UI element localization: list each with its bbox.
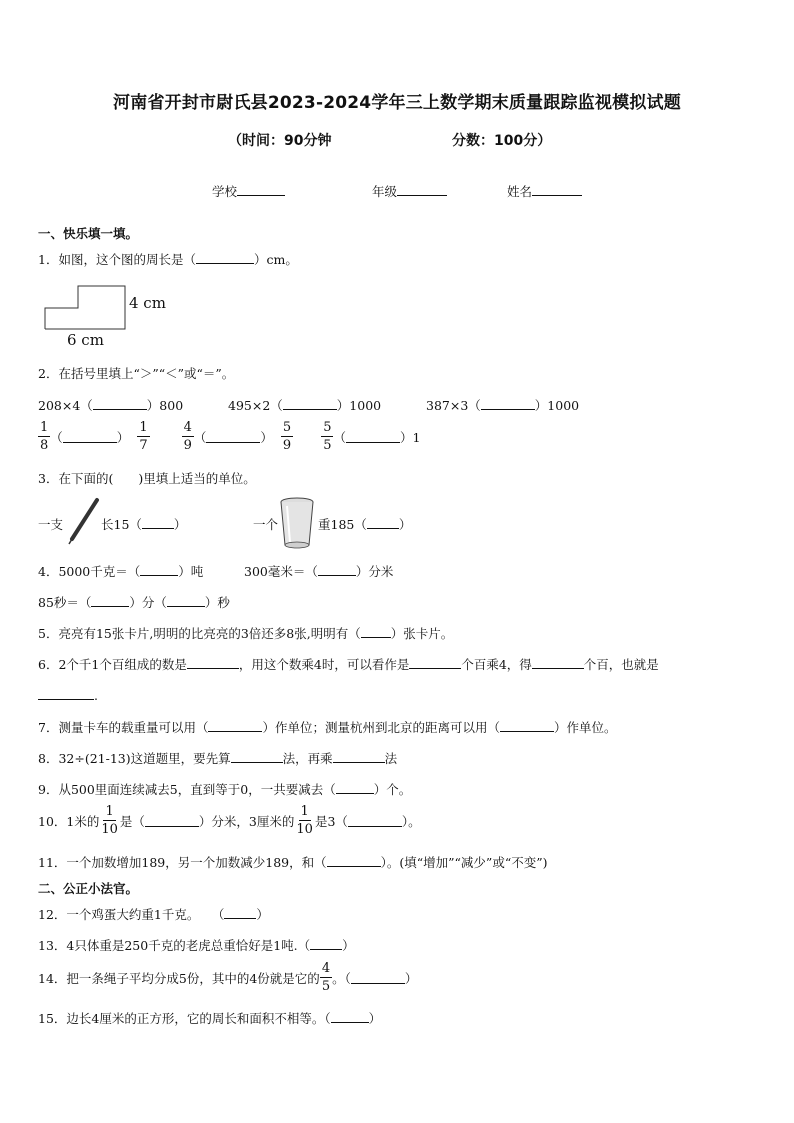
q1-height-label: 4 cm [129, 294, 166, 312]
numerator: 5 [323, 420, 332, 435]
denominator: 8 [40, 438, 49, 453]
question-8 [38, 749, 397, 767]
q2-blank[interactable] [63, 431, 117, 443]
q13-text: 13．4只体重是250千克的老虎总重恰好是1吨.（ [38, 938, 311, 953]
question-2: 2．在括号里填上“＞”“＜”或“＝”。 [38, 366, 235, 381]
grade-label: 年级 [372, 184, 398, 199]
q2-row1-item3 [426, 396, 579, 414]
exam-time: （时间：90分钟 [228, 133, 332, 149]
q4-text: ）分（ [129, 595, 167, 610]
question-1 [38, 250, 298, 268]
question-7 [38, 718, 617, 736]
q9-text: ）个。 [373, 782, 412, 797]
question-12 [38, 905, 269, 923]
q5-blank[interactable] [361, 626, 391, 638]
paren-open: （ [333, 429, 346, 445]
school-label: 学校 [212, 184, 238, 199]
q2-row1-item2 [228, 396, 381, 414]
question-15 [38, 1009, 381, 1027]
q2-blank[interactable] [283, 398, 337, 410]
q10-text: 是3（ [314, 813, 348, 829]
fraction [99, 805, 120, 836]
q5-text: 5．亮亮有15张卡片,明明的比亮亮的3倍还多8张,明明有（ [38, 626, 361, 641]
paren-open: （ [193, 429, 207, 445]
q6-text: 6．2个千1个百组成的数是 [38, 657, 187, 672]
paren-open: （ [50, 429, 63, 445]
question-11 [38, 853, 547, 871]
school-field [212, 182, 285, 200]
q1-shape-outline [45, 286, 125, 329]
q12-text: 12．一个鸡蛋大约重1千克。 （ [38, 907, 225, 922]
denominator: 9 [282, 438, 292, 453]
q5-text: ）张卡片。 [390, 626, 454, 641]
q4-text: ）吨 [178, 564, 204, 579]
fraction [321, 421, 333, 452]
q2-blank[interactable] [206, 431, 260, 443]
numerator: 4 [321, 961, 331, 976]
q1-text: 1．如图，这个图的周长是（ [38, 252, 196, 267]
fraction [182, 421, 194, 452]
q2-expr: 495×2（ [228, 398, 283, 413]
question-4 [38, 562, 203, 580]
q14-text: ） [404, 970, 418, 986]
q11-text: ）。(填“增加”“减少”或“不变”) [380, 855, 548, 870]
denominator: 5 [321, 979, 331, 994]
question-10 [38, 805, 421, 836]
q4-text: 85秒＝（ [38, 595, 92, 610]
q3-pen-item [101, 515, 186, 533]
fraction [294, 805, 315, 836]
grade-field [372, 182, 447, 200]
q6-blank[interactable] [409, 657, 461, 669]
page-title: 河南省开封市尉氏县2023-2024学年三上数学期末质量跟踪监视模拟试题 [113, 93, 681, 113]
q3-cup-item [318, 515, 411, 533]
q6-blank[interactable] [532, 657, 584, 669]
q10-blank[interactable] [348, 815, 402, 827]
numerator: 1 [300, 804, 309, 819]
q8-text: 法，再乘 [282, 751, 333, 766]
q4-blank[interactable] [140, 564, 178, 576]
name-blank[interactable] [532, 183, 582, 196]
exam-score: 分数：100分） [452, 133, 552, 149]
q3-pen-pre: 一支 [38, 517, 64, 532]
q8-blank[interactable] [333, 751, 385, 763]
q9-text: 9．从500里面连续减去5，直到等于0，一共要减去（ [38, 782, 336, 797]
q3-pen-blank[interactable] [142, 517, 174, 529]
q1-text-end: ）cm。 [253, 252, 298, 267]
denominator: 7 [139, 438, 148, 453]
fraction [38, 421, 50, 452]
question-3: 3．在下面的( )里填上适当的单位。 [38, 471, 256, 486]
paren-close: ） [116, 429, 130, 445]
cup-icon [278, 496, 318, 552]
q2-blank[interactable] [93, 398, 147, 410]
numerator: 1 [105, 804, 114, 819]
q15-text: 15．边长4厘米的正方形，它的周长和面积不相等。（ [38, 1011, 331, 1026]
section-2-title: 二、公正小法官。 [38, 881, 139, 896]
q9-blank[interactable] [336, 782, 374, 794]
q7-blank[interactable] [500, 720, 554, 732]
q4-blank[interactable] [91, 595, 129, 607]
q13-blank[interactable] [310, 938, 342, 950]
question-14 [38, 962, 417, 993]
q2-blank[interactable] [346, 431, 400, 443]
q6-continued [38, 688, 98, 703]
q2-row1-item1 [38, 396, 183, 414]
q2-expr-right: ）1000 [336, 398, 382, 413]
pen-icon [64, 497, 104, 547]
paren-close: ） [260, 429, 273, 445]
q14-text: 14．把一条绳子平均分成5份，其中的4份就是它的 [38, 970, 320, 986]
q7-text: ）作单位。 [553, 720, 617, 735]
q4-text: ）分米 [355, 564, 394, 579]
q8-text: 法 [384, 751, 398, 766]
q2-expr: 387×3（ [426, 398, 481, 413]
q7-text: 7．测量卡车的载重量可以用（ [38, 720, 209, 735]
numerator: 4 [183, 420, 192, 435]
q10-text: 10．1米的 [38, 813, 100, 829]
paren-close: ）1 [399, 429, 421, 445]
q4-blank[interactable] [167, 595, 205, 607]
q7-text: ）作单位；测量杭州到北京的距离可以用（ [262, 720, 500, 735]
q3-pen-text: 长15（ [101, 517, 142, 532]
denominator: 9 [183, 438, 192, 453]
q4-part-b [244, 562, 393, 580]
q1-figure [40, 280, 180, 350]
q15-blank[interactable] [331, 1011, 369, 1023]
numerator: 1 [139, 420, 148, 435]
q14-blank[interactable] [351, 972, 405, 984]
school-blank[interactable] [237, 183, 285, 196]
paren-close: ） [398, 517, 412, 532]
denominator: 5 [323, 438, 332, 453]
fraction [320, 962, 332, 993]
q10-text: ）。 [401, 813, 421, 829]
q3-cup-text: 重185（ [318, 517, 367, 532]
name-field [507, 182, 582, 200]
q2-row2 [38, 421, 420, 452]
q6-text: . [94, 688, 98, 703]
q3-cup-blank[interactable] [367, 517, 399, 529]
q2-expr-right: ）1000 [534, 398, 580, 413]
q4-text: 4．5000千克＝（ [38, 564, 141, 579]
q6-text: 个百，也就是 [583, 657, 659, 672]
q3-cup-pre: 一个 [253, 517, 279, 532]
q2-expr: 208×4（ [38, 398, 93, 413]
q8-text: 8．32÷(21-13)这道题里，要先算 [38, 751, 231, 766]
q10-text: ）分米，3厘米的 [198, 813, 295, 829]
fraction [281, 421, 293, 452]
q1-blank[interactable] [196, 252, 254, 264]
numerator: 1 [40, 420, 49, 435]
q11-blank[interactable] [327, 855, 381, 867]
q6-text: ，用这个数乘4时，可以看作是 [238, 657, 410, 672]
paren-close: ） [173, 517, 187, 532]
section-1-title: 一、快乐填一填。 [38, 226, 139, 241]
q6-blank[interactable] [38, 688, 94, 700]
q2-blank[interactable] [481, 398, 535, 410]
q12-text: ） [256, 907, 269, 922]
q12-blank[interactable] [224, 907, 256, 919]
q4-text: 300毫米＝（ [244, 564, 318, 579]
q7-blank[interactable] [208, 720, 262, 732]
q4-text: ）秒 [204, 595, 230, 610]
q11-text: 11．一个加数增加189，另一个加数减少189，和（ [38, 855, 327, 870]
q10-text: 是（ [119, 813, 145, 829]
q4-part-c [38, 593, 230, 611]
question-6 [38, 655, 659, 673]
q6-text: 个百乘4，得 [461, 657, 532, 672]
q15-text: ） [368, 1011, 382, 1026]
q6-blank[interactable] [187, 657, 239, 669]
denominator: 10 [296, 822, 313, 837]
denominator: 10 [101, 822, 118, 837]
q4-blank[interactable] [318, 564, 356, 576]
numerator: 5 [282, 420, 292, 435]
name-label: 姓名 [507, 184, 533, 199]
q13-text: ） [342, 938, 355, 953]
q2-expr-right: ）800 [146, 398, 184, 413]
grade-blank[interactable] [397, 183, 447, 196]
q10-blank[interactable] [145, 815, 199, 827]
q14-text: 。（ [332, 970, 351, 986]
q1-width-label: 6 cm [67, 331, 104, 349]
q8-blank[interactable] [231, 751, 283, 763]
fraction [137, 421, 149, 452]
question-9 [38, 780, 411, 798]
question-5 [38, 624, 453, 642]
question-13 [38, 936, 355, 954]
